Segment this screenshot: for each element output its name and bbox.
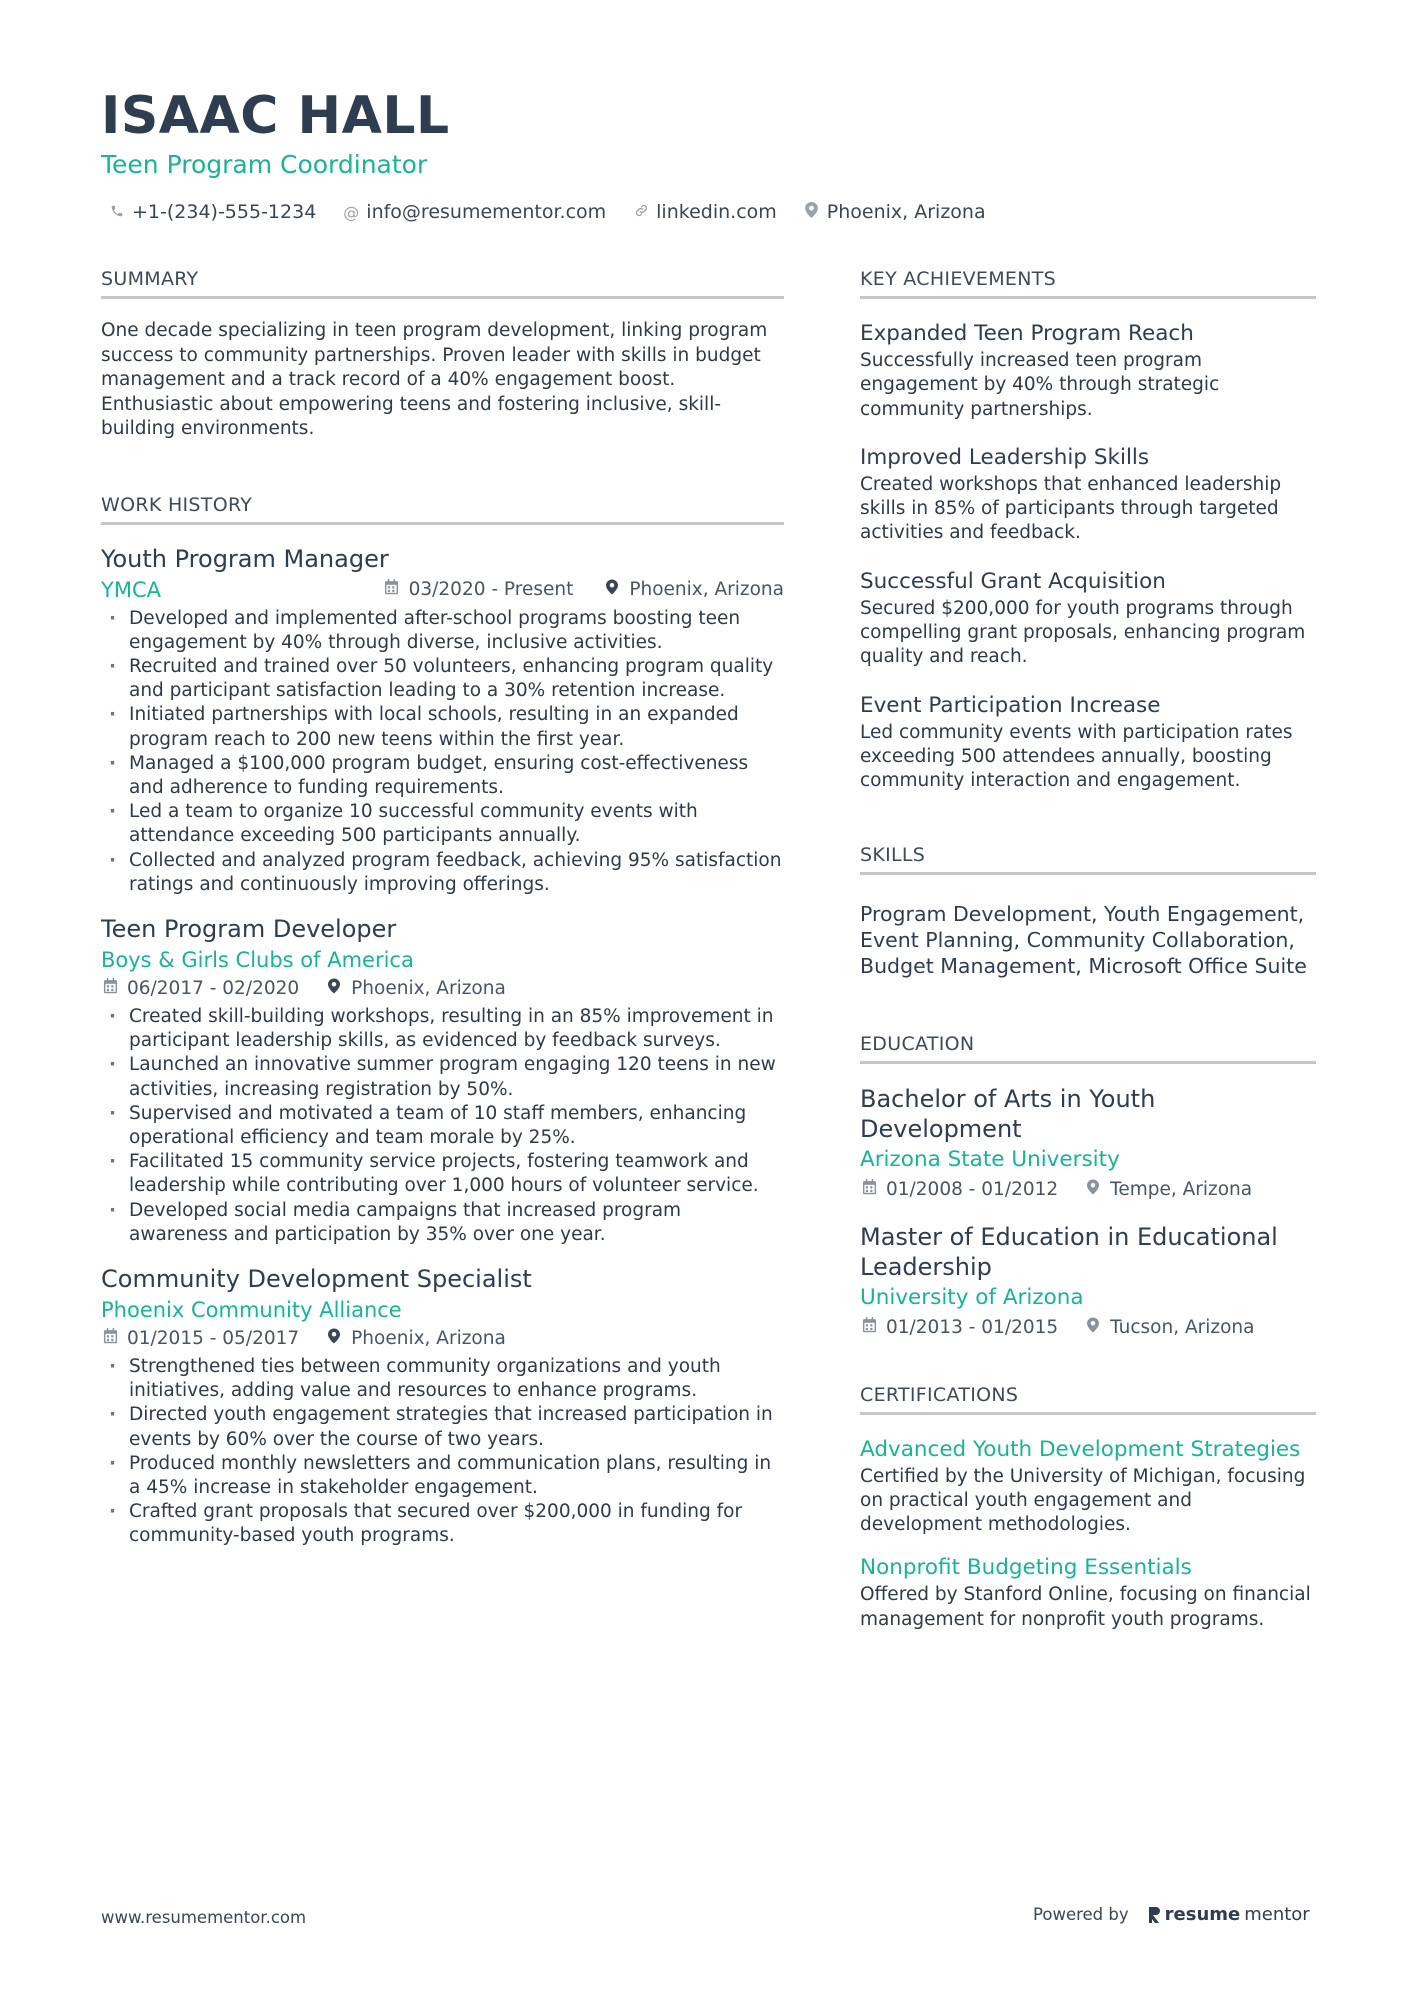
achievement-item: [860, 691, 1316, 794]
location-pin-icon: [1084, 1176, 1102, 1204]
candidate-role: Teen Program Coordinator: [101, 150, 428, 179]
achievement-text: Created workshops that enhanced leadership skills in 85% of participants through targeted activities and feedback.: [860, 473, 1282, 544]
contact-location-text: Phoenix, Arizona: [826, 201, 986, 223]
achievement-text: Led community events with participation rates exceeding 500 attendees annually, boosting community interaction and engagement.: [860, 721, 1293, 792]
location-pin-icon: [803, 202, 821, 222]
location-pin-icon: [1084, 1314, 1102, 1342]
link-icon: [632, 203, 650, 222]
achievement-item: [860, 567, 1316, 670]
brand-logo-icon: [1147, 1906, 1161, 1924]
job-dates: 03/2020 - Present: [408, 578, 574, 600]
candidate-name: ISAAC HALL: [101, 86, 450, 146]
job-company: Phoenix Community Alliance: [101, 1297, 402, 1322]
skills-text: Program Development, Youth Engagement, Event Planning, Community Collaboration, Budget Management, Microsoft Office Suite: [860, 901, 1307, 978]
job-bullets: [101, 1355, 784, 1549]
education-dates: 01/2013 - 01/2015: [886, 1316, 1059, 1338]
at-icon: @: [343, 202, 360, 222]
job-title: Teen Program Developer: [101, 914, 397, 943]
work-history-heading: WORK HISTORY: [101, 492, 784, 525]
summary-text: One decade specializing in teen program development, linking program success to community partnerships. Proven leader with skills in budget management and a track record of a 40% engagement boost. Enthusiastic about empowering teens and fostering inclusive, skill-building environments.: [101, 320, 768, 439]
job-title: Community Development Specialist: [101, 1264, 532, 1293]
job-company: YMCA: [101, 577, 161, 602]
certifications-heading: CERTIFICATIONS: [860, 1382, 1316, 1415]
list-item: · Directed youth engagement strategies that increased participation in events by 60% over the course of two years.: [101, 1403, 784, 1451]
achievement-title: Event Participation Increase: [860, 692, 1161, 718]
phone-icon: [108, 203, 126, 222]
certification-title: Nonprofit Budgeting Essentials: [860, 1555, 1192, 1581]
certification-text: Offered by Stanford Online, focusing on financial management for nonprofit youth programs.: [860, 1584, 1311, 1630]
key-achievements-heading: KEY ACHIEVEMENTS: [860, 266, 1316, 299]
achievement-title: Improved Leadership Skills: [860, 444, 1150, 470]
achievement-title: Successful Grant Acquisition: [860, 568, 1166, 594]
job-company: Boys & Girls Clubs of America: [101, 947, 414, 972]
list-item: · Developed social media campaigns that increased program awareness and participation by 35% over one year.: [101, 1199, 784, 1247]
achievement-item: [860, 443, 1316, 546]
calendar-icon: [101, 975, 119, 1003]
education-item: [860, 1222, 1316, 1342]
list-item: · Facilitated 15 community service projects, fostering teamwork and leadership while contributing over 1,000 hours of volunteer service.: [101, 1150, 784, 1198]
list-item: · Produced monthly newsletters and communication plans, resulting in a 45% increase in stakeholder engagement.: [101, 1452, 784, 1500]
list-item: · Crafted grant proposals that secured over $200,000 in funding for community-based youth programs.: [101, 1500, 784, 1548]
calendar-icon: [383, 576, 401, 604]
contact-phone[interactable]: [108, 201, 316, 223]
achievement-item: [860, 319, 1316, 422]
list-item: · Created skill-building workshops, resulting in an 85% improvement in participant leadership skills, as evidenced by feedback surveys.: [101, 1005, 784, 1053]
calendar-icon: [101, 1325, 119, 1353]
job-entry: [101, 543, 784, 897]
education-degree: Master of Education in Educational Leadership: [860, 1222, 1278, 1281]
skills-heading: SKILLS: [860, 842, 1316, 875]
contact-email[interactable]: [342, 201, 606, 223]
left-column: [101, 266, 784, 1549]
contact-email-text: info@resumementor.com: [366, 201, 607, 223]
location-pin-icon: [325, 975, 343, 1003]
job-location: Phoenix, Arizona: [351, 1327, 506, 1349]
education-school: Arizona State University: [860, 1146, 1120, 1172]
education-location: Tempe, Arizona: [1110, 1178, 1253, 1200]
job-location: Phoenix, Arizona: [351, 977, 506, 999]
location-pin-icon: [325, 1325, 343, 1353]
right-column: [860, 266, 1316, 1632]
list-item: · Managed a $100,000 program budget, ensuring cost-effectiveness and adherence to funding requirements.: [101, 752, 784, 800]
job-bullets: [101, 1005, 784, 1247]
education-degree: Bachelor of Arts in Youth Development: [860, 1084, 1156, 1143]
job-title: Youth Program Manager: [101, 544, 389, 573]
job-entry: [101, 1263, 784, 1549]
job-dates: 01/2015 - 05/2017: [127, 1327, 300, 1349]
list-item: · Initiated partnerships with local schools, resulting in an expanded program reach to 200 new teens within the first year.: [101, 703, 784, 751]
contact-location: [803, 201, 986, 223]
contact-linkedin[interactable]: [632, 201, 777, 223]
list-item: · Strengthened ties between community organizations and youth initiatives, adding value and resources to enhance programs.: [101, 1355, 784, 1403]
achievement-title: Expanded Teen Program Reach: [860, 321, 1194, 346]
list-item: · Developed and implemented after-school programs boosting teen engagement by 40% through diverse, inclusive activities.: [101, 607, 784, 655]
contact-bar: [108, 197, 986, 227]
brand-name-b: mentor: [1244, 1904, 1310, 1925]
list-item: · Collected and analyzed program feedback, achieving 95% satisfaction ratings and continuously improving offerings.: [101, 849, 784, 897]
job-bullets: [101, 607, 784, 897]
location-pin-icon: [603, 576, 621, 604]
education-item: [860, 1084, 1316, 1204]
contact-linkedin-text: linkedin.com: [656, 201, 777, 223]
job-dates: 06/2017 - 02/2020: [127, 977, 300, 999]
job-entry: [101, 913, 784, 1247]
list-item: · Recruited and trained over 50 volunteers, enhancing program quality and participant satisfaction leading to a 30% retention increase.: [101, 655, 784, 703]
calendar-icon: [860, 1314, 878, 1342]
job-location: Phoenix, Arizona: [629, 578, 784, 600]
summary-heading: SUMMARY: [101, 266, 784, 299]
certification-title: Advanced Youth Development Strategies: [860, 1436, 1301, 1462]
certification-item: [860, 1553, 1316, 1632]
contact-phone-text: +1-(234)-555-1234: [132, 201, 317, 223]
brand-logo[interactable]: [1147, 1904, 1310, 1925]
list-item: · Launched an innovative summer program engaging 120 teens in new activities, increasing registration by 50%.: [101, 1053, 784, 1101]
certification-text: Certified by the University of Michigan, focusing on practical youth engagement and development methodologies.: [860, 1465, 1306, 1536]
education-location: Tucson, Arizona: [1110, 1316, 1255, 1338]
powered-by-label: Powered by: [1033, 1905, 1129, 1924]
footer-branding: [1033, 1904, 1310, 1925]
education-heading: EDUCATION: [860, 1031, 1316, 1064]
achievement-text: Successfully increased teen program engagement by 40% through strategic community partnerships.: [860, 350, 1220, 420]
achievement-text: Secured $200,000 for youth programs through compelling grant proposals, enhancing program quality and reach.: [860, 597, 1306, 668]
education-dates: 01/2008 - 01/2012: [886, 1178, 1059, 1200]
certification-item: [860, 1435, 1316, 1538]
education-school: University of Arizona: [860, 1284, 1084, 1310]
footer-website[interactable]: www.resumementor.com: [101, 1908, 307, 1927]
calendar-icon: [860, 1176, 878, 1204]
brand-name-a: resume: [1164, 1904, 1241, 1925]
list-item: · Led a team to organize 10 successful community events with attendance exceeding 500 participants annually.: [101, 800, 784, 848]
list-item: · Supervised and motivated a team of 10 staff members, enhancing operational efficiency and team morale by 25%.: [101, 1102, 784, 1150]
